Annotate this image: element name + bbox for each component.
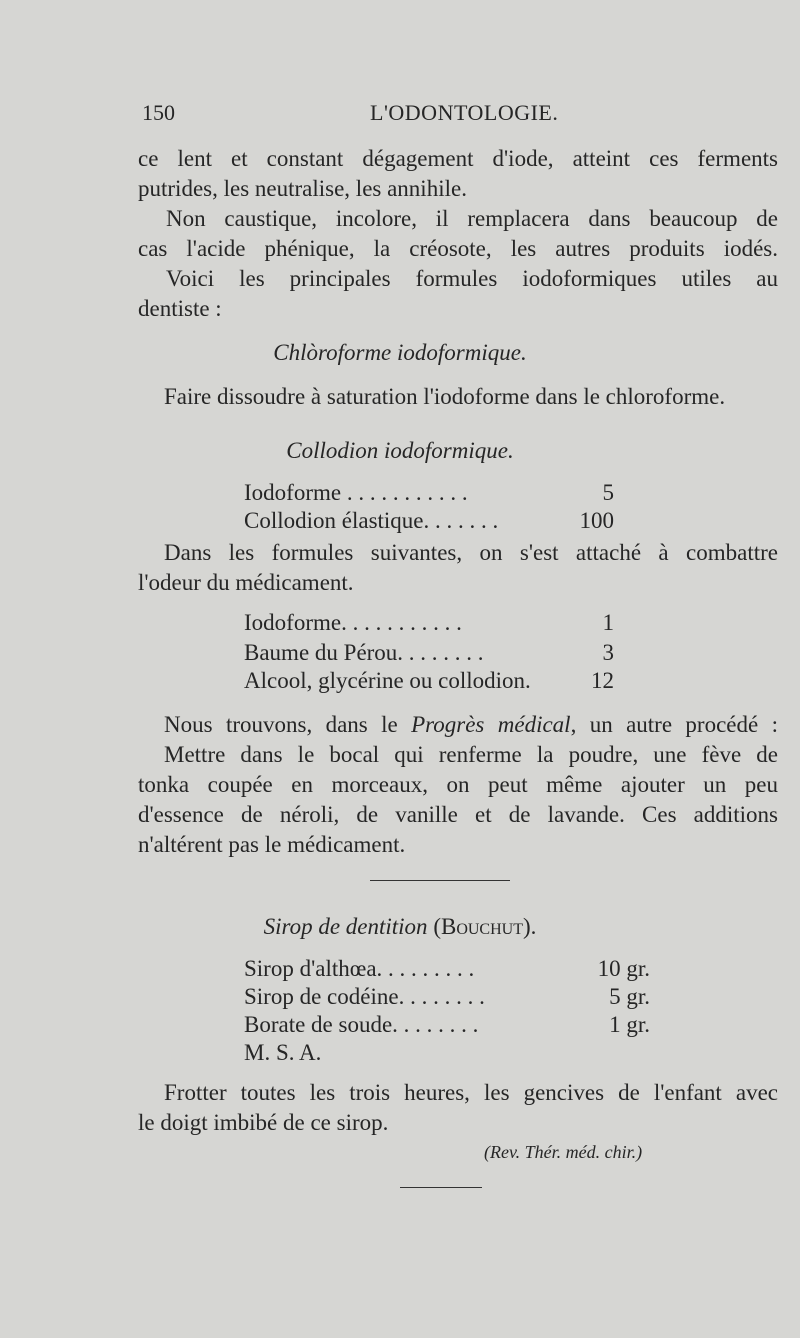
text-line: Non caustique, incolore, il remplacera dans beaucoup de	[166, 206, 778, 231]
section-title	[0, 914, 800, 940]
recipe-author: (Bouchut).	[433, 914, 537, 939]
text-line: le doigt imbibé de ce sirop.	[138, 1110, 389, 1135]
recipe-ingredient: Baume du Pérou. . . . . . . .	[244, 640, 484, 665]
section-divider	[370, 880, 510, 881]
text-line: d'essence de néroli, de vanille et de lavande. Ces additions	[138, 802, 778, 827]
recipe-quantity: 12	[591, 668, 614, 693]
recipe-ingredient: Iodoforme . . . . . . . . . . .	[244, 480, 468, 505]
recipe-ingredient: Iodoforme. . . . . . . . . . .	[244, 610, 462, 635]
text-span: , un autre procédé :	[570, 712, 778, 737]
source-citation: (Rev. Thér. méd. chir.)	[484, 1142, 643, 1162]
recipe-title: Sirop de dentition	[263, 914, 428, 939]
text-line: tonka coupée en morceaux, on peut même ajouter un peu	[138, 772, 778, 797]
section-title: Chlòroforme iodoformique.	[273, 340, 527, 365]
text-line: putrides, les neutralise, les annihile.	[138, 176, 467, 201]
recipe-quantity: 1 gr.	[609, 1012, 650, 1037]
text-line: Voici les principales formules iodoformiques utiles au	[166, 266, 778, 291]
recipe-ingredient: Collodion élastique. . . . . . .	[244, 508, 499, 533]
recipe-ingredient: Sirop de codéine. . . . . . . .	[244, 984, 485, 1009]
citation-title: Progrès médical	[411, 712, 571, 737]
recipe-ingredient: Sirop d'althœa. . . . . . . . .	[244, 956, 475, 981]
text-line: dentiste :	[138, 296, 222, 321]
running-title: L'ODONTOLOGIE.	[370, 100, 559, 125]
text-line: n'altérent pas le médicament.	[138, 832, 406, 857]
text-line: Mettre dans le bocal qui renferme la poudre, une fève de	[164, 742, 778, 767]
text-span: Nous trouvons, dans le	[164, 712, 412, 737]
text-line: Dans les formules suivantes, on s'est attaché à combattre	[164, 540, 778, 565]
recipe-quantity: 1	[602, 610, 614, 635]
recipe-quantity: 5	[602, 480, 614, 505]
recipe-quantity: 5 gr.	[609, 984, 650, 1009]
recipe-quantity: 10 gr.	[597, 956, 650, 981]
recipe-ingredient: Alcool, glycérine ou collodion.	[244, 668, 531, 693]
end-divider	[400, 1187, 482, 1188]
text-line: cas l'acide phénique, la créosote, les autres produits iodés.	[138, 236, 778, 261]
recipe-instruction: M. S. A.	[244, 1040, 322, 1065]
recipe-quantity: 100	[579, 508, 614, 533]
text-line	[164, 712, 778, 738]
text-line: Frotter toutes les trois heures, les gencives de l'enfant avec	[164, 1080, 778, 1105]
page-number: 150	[142, 100, 175, 125]
section-title: Collodion iodoformique.	[286, 438, 514, 463]
text-line: Faire dissoudre à saturation l'iodoforme dans le chloroforme.	[164, 384, 726, 409]
recipe-quantity: 3	[602, 640, 614, 665]
text-line: ce lent et constant dégagement d'iode, atteint ces ferments	[138, 146, 778, 171]
text-line: l'odeur du médicament.	[138, 570, 354, 595]
recipe-ingredient: Borate de soude. . . . . . . .	[244, 1012, 479, 1037]
